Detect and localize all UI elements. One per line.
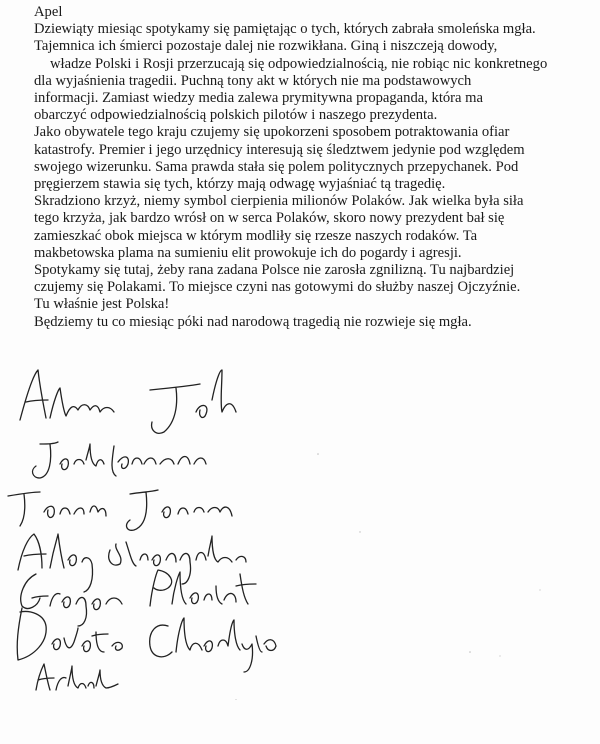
text-line: Skradziono krzyż, niemy symbol cierpienia milionów Polaków. Jak wielka była siła <box>34 193 524 210</box>
scan-specks <box>235 453 540 700</box>
text-line: Spotykamy się tutaj, żeby rana zadana Polsce nie zarosła zgnilizną. Tu najbardziej <box>34 262 515 279</box>
text-line: obarczyć odpowiedzialnością polskich pilotów i naszego prezydenta. <box>34 107 438 124</box>
signature-4 <box>18 534 246 592</box>
signature-3 <box>8 490 232 530</box>
text-line: władze Polski i Rosji przerzucają się odpowiedzialnością, nie robiąc nic konkretnego <box>50 55 548 72</box>
signature-1 <box>20 370 236 433</box>
text-line: Tu właśnie jest Polska! <box>34 296 170 313</box>
text-line: informacji. Zamiast wiedzy media zalewa prymitywna propaganda, która ma <box>34 90 483 107</box>
signature-6 <box>17 608 276 672</box>
appeal-text <box>34 4 594 331</box>
text-line: makbetowska plama na sumieniu elit prowokuje ich do pogardy i agresji. <box>34 244 462 261</box>
text-line: dla wyjaśnienia tragedii. Puchną tony akt w których nie ma podstawowych <box>34 72 472 89</box>
text-line: Będziemy tu co miesiąc póki nad narodową tragedią nie rozwieje się mgła. <box>34 313 472 330</box>
text-line: swojego wizerunku. Sama prawda stała się polem politycznych przepychanek. Pod <box>34 158 519 175</box>
text-line: czujemy się Polakami. To miejsce czyni nas gotowymi do służby naszej Ojczyźnie. <box>34 279 521 296</box>
document-title: Apel <box>34 4 63 20</box>
text-line: Tajemnica ich śmierci pozostaje dalej nie rozwikłana. Giną i niszczeją dowody, <box>34 38 498 55</box>
signatures-area <box>0 360 600 700</box>
text-line: tego krzyża, jak bardzo wrósł on w serca Polaków, skoro nowy prezydent bał się <box>34 210 505 227</box>
signature-5 <box>21 570 256 626</box>
text-line: katastrofy. Premier i jego urzędnicy interesują się śledztwem jedynie pod względem <box>34 141 525 158</box>
text-line: pręgierzem stawia się tych, którzy mają odwagę wyjaśniać tą tragedię. <box>34 176 446 193</box>
signature-7 <box>36 664 118 690</box>
text-line: zamieszkać obok miejsca w którym modliły się rzesze naszych rodaków. Ta <box>34 227 478 244</box>
text-line: Jako obywatele tego kraju czujemy się upokorzeni sposobem potraktowania ofiar <box>34 124 510 141</box>
signature-2 <box>33 442 206 478</box>
text-line: Dziewiąty miesiąc spotykamy się pamiętając o tych, których zabrała smoleńska mgła. <box>34 21 536 38</box>
